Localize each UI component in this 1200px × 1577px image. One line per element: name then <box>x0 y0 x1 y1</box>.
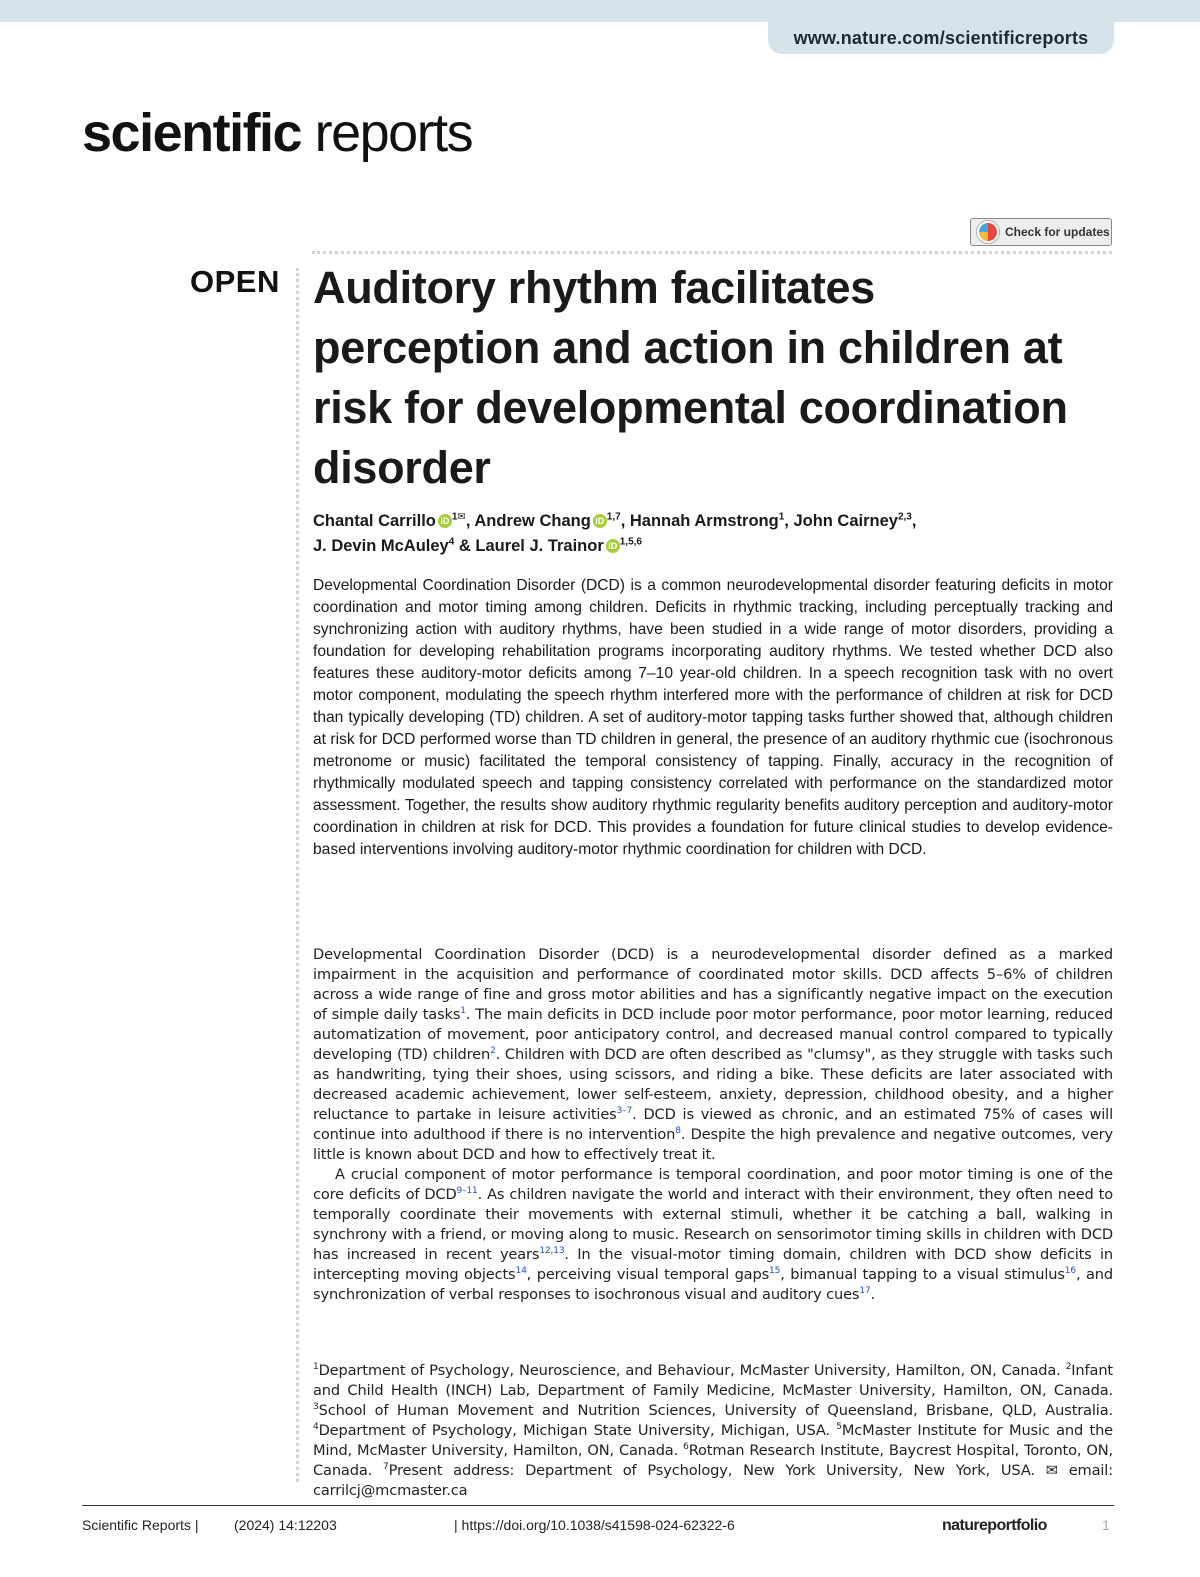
orcid-icon[interactable]: iD <box>606 539 620 553</box>
masthead-bold: scientific <box>82 103 302 163</box>
citation-superscript[interactable]: 15 <box>769 1266 781 1277</box>
author-name[interactable]: J. Devin McAuley <box>313 537 449 555</box>
author-name[interactable]: Laurel J. Trainor <box>475 537 604 555</box>
masthead-rest: reports <box>314 103 473 163</box>
orcid-icon[interactable]: iD <box>593 514 607 528</box>
dotted-divider-horizontal <box>312 251 1112 254</box>
journal-masthead <box>82 98 472 168</box>
citation-superscript[interactable]: 5 <box>836 1422 842 1433</box>
page-number: 1 <box>1102 1517 1110 1533</box>
author-affiliation-marker: 4 <box>448 536 455 548</box>
citation-superscript[interactable]: 12,13 <box>539 1246 565 1257</box>
author-name[interactable]: Andrew Chang <box>474 512 591 530</box>
citation-superscript[interactable]: 8 <box>675 1126 681 1137</box>
citation-superscript[interactable]: 1 <box>313 1362 319 1373</box>
author-affiliation-marker: 1 <box>778 511 785 523</box>
top-banner <box>0 0 1200 22</box>
check-for-updates-button[interactable] <box>970 218 1112 246</box>
page-footer <box>82 1515 1114 1537</box>
dotted-divider-vertical <box>296 268 299 1482</box>
footer-year-volume: (2024) 14:12203 <box>234 1517 337 1533</box>
citation-superscript[interactable]: 16 <box>1064 1266 1076 1277</box>
abstract: Developmental Coordination Disorder (DCD) is a common neurodevelopmental disorder featuring deficits in motor coordination and motor timing among children. Deficits in rhythmic tracking, including perceptually tracking and synchronizing action with auditory rhythms, have been studied in a wide range of motor disorders, providing a foundation for developing rehabilitation programs incorporating auditory rhythms. We tested whether DCD also features these auditory-motor deficits among 7–10 year-old children. In a speech recognition task with no overt motor component, modulating the speech rhythm interfered more with the performance of children at risk for DCD than typically developing (TD) children. A set of auditory-motor tapping tasks further showed that, although children at risk for DCD performed worse than TD children in general, the presence of an auditory rhythmic cue (isochronous metronome or music) facilitated the temporal consistency of tapping. Finally, accuracy in the recognition of rhythmically modulated speech and tapping consistency correlated with performance on the standardized motor assessment. Together, the results show auditory rhythmic regularity benefits auditory perception and auditory-motor coordination in children at risk for DCD. This provides a foundation for future clinical studies to develop evidence-based interventions involving auditory-motor rhythmic coordination for children with DCD. <box>313 577 1113 858</box>
author-affiliation-marker: 1,7 <box>606 511 621 523</box>
nature-portfolio-logo: natureportfolio <box>942 1517 1047 1534</box>
footer-journal: Scientific Reports | <box>82 1517 199 1533</box>
citation-superscript[interactable]: 2 <box>1065 1362 1072 1373</box>
citation-superscript[interactable]: 6 <box>683 1442 689 1453</box>
footer-rule <box>82 1505 1114 1506</box>
article-title: Auditory rhythm facilitates perception and action in children at risk for developmental coordination disorder <box>313 262 1068 493</box>
orcid-icon[interactable]: iD <box>438 514 452 528</box>
body-paragraph: Developmental Coordination Disorder (DCD) is a neurodevelopmental disorder defined as a marked impairment in the acquisition and performance of coordinated motor skills. DCD affects 5–6% of children across a wide range of fine and gross motor abilities and has a significantly negative impact on the execution of simple daily tasks$^1$. The main deficits in DCD include poor motor performance, poor motor learning, reduced automatization of movement, poor anticipatory control, and decreased manual control compared to typically developing (TD) children$^2$. Children with DCD are often described as "clumsy", as they struggle with tasks such as handwriting, tying their shoes, using scissors, and riding a bike. These deficits are later associated with decreased academic achievement, lower self-esteem, anxiety, depression, childhood obesity, and a higher reluctance to partake in leisure activities$^{3-7}$. DCD is viewed as chronic, and an estimated 75% of cases will continue into adulthood if there is no intervention$^8$. Despite the high prevalence and negative outcomes, very little is known about DCD and how to effectively treat it. <box>313 946 1114 1163</box>
citation-superscript[interactable]: 7 <box>383 1462 389 1473</box>
citation-superscript[interactable]: 17 <box>859 1286 871 1297</box>
citation-superscript[interactable]: 1 <box>460 1006 466 1017</box>
citation-superscript[interactable]: 4 <box>313 1422 319 1433</box>
crossmark-icon <box>977 221 999 243</box>
citation-superscript[interactable]: 9–11 <box>456 1186 478 1197</box>
author-name[interactable]: John Cairney <box>793 512 898 530</box>
author-list: Chantal Carrillo iD $^{1✉}$, Andrew Chang iD $^{1,7}$, Hannah Armstrong$^1$, John Cairney$^{2,3}$, J. Devin McAuley$^4$ & Laurel J. Trainor iD $^{1,5,6}$ <box>313 511 917 555</box>
author-affiliation-marker: 1,5,6 <box>619 536 642 548</box>
check-for-updates-label: Check for updates <box>1005 225 1110 239</box>
article-body <box>313 945 1113 1305</box>
author-name[interactable]: Chantal Carrillo <box>313 512 436 530</box>
author-name[interactable]: Hannah Armstrong <box>629 512 779 530</box>
footer-doi-link[interactable]: | https://doi.org/10.1038/s41598-024-62322-6 <box>454 1517 735 1533</box>
author-affiliation-marker: 2,3 <box>897 511 912 523</box>
body-paragraph: A crucial component of motor performance is temporal coordination, and poor motor timing is one of the core deficits of DCD$^{9-11}$. As children navigate the world and interact with their environment, they often need to temporally coordinate their movements with external stimuli, whether it be catching a ball, walking in synchrony with a friend, or moving along to music. Research on sensorimotor timing skills in children with DCD has increased in recent years$^{12,13}$. In the visual-motor timing domain, children with DCD show deficits in intercepting moving objects$^{14}$, perceiving visual temporal gaps$^{15}$, bimanual tapping to a visual stimulus$^{16}$, and synchronization of verbal responses to isochronous visual and auditory cues$^{17}$. <box>313 1166 1113 1303</box>
open-access-label: OPEN <box>190 264 280 299</box>
author-affiliation-marker: 1✉ <box>451 511 466 523</box>
citation-superscript[interactable]: 2 <box>490 1046 496 1057</box>
affiliations: $^1$Department of Psychology, Neuroscience, and Behaviour, McMaster University, Hamilton, ON, Canada. $^2$Infant and Child Health (INCH) Lab, Department of Family Medicine, McMaster University, Hamilton, ON, Canada. $^3$School of Human Movement and Nutrition Sciences, University of Queensland, Brisbane, QLD, Australia. $^4$Department of Psychology, Michigan State University, Michigan, USA. $^5$McMaster Institute for Music and the Mind, McMaster University, Hamilton, ON, Canada. $^6$Rotman Research Institute, Baycrest Hospital, Toronto, ON, Canada. $^7$Present address: Department of Psychology, New York University, New York, USA. ✉ email: carrilcj@mcmaster.ca <box>313 1362 1113 1499</box>
citation-superscript[interactable]: 3–7 <box>616 1106 633 1117</box>
citation-superscript[interactable]: 3 <box>313 1402 319 1413</box>
citation-superscript[interactable]: 14 <box>515 1266 527 1277</box>
journal-url-link[interactable]: www.nature.com/scientificreports <box>768 22 1114 54</box>
